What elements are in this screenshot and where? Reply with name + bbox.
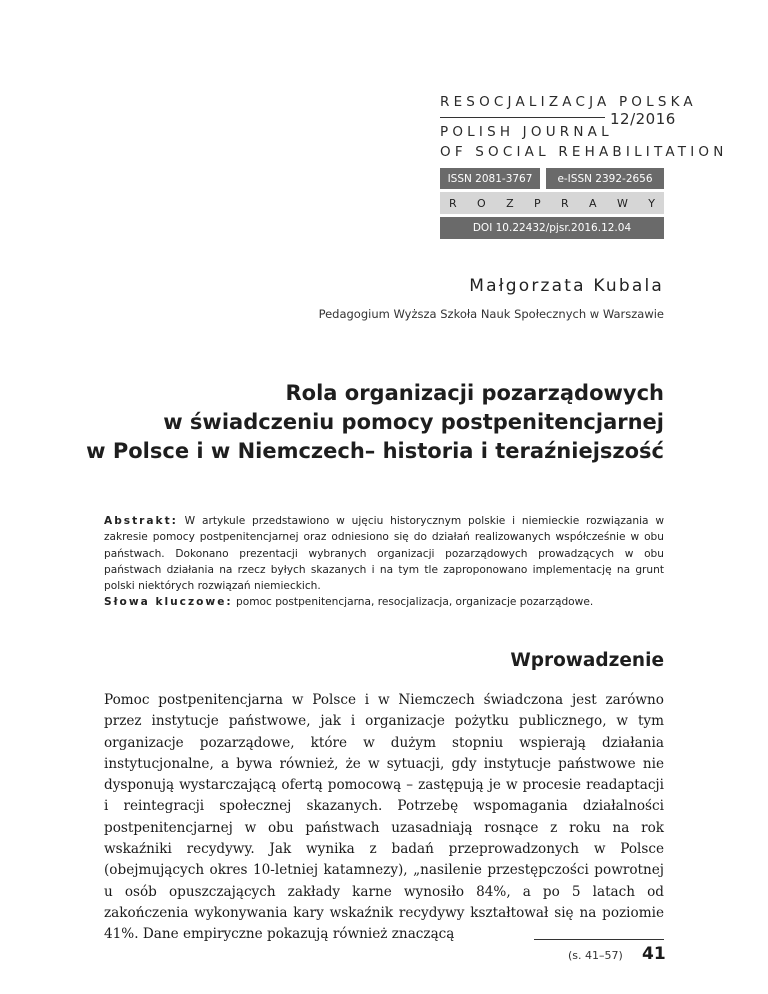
doi-box: DOI 10.22432/pjsr.2016.12.04	[440, 217, 664, 239]
journal-issue: 12/2016	[610, 110, 676, 128]
category-letter: R	[561, 196, 569, 210]
keywords-text: pomoc postpenitencjarna, resocjalizacja, organizacje pozarządowe.	[232, 596, 594, 609]
category-letter: Y	[648, 196, 655, 210]
author-name: Małgorzata Kubala	[469, 276, 664, 296]
journal-name-en-line1: POLISH JOURNAL	[440, 124, 613, 140]
section-heading: Wprowadzenie	[510, 650, 664, 671]
issn-box: ISSN 2081-3767	[440, 168, 540, 189]
journal-name-pl: RESOCJALIZACJA POLSKA	[440, 94, 697, 110]
article-title	[64, 379, 664, 466]
abstract-label: Abstrakt:	[104, 515, 178, 527]
category-letter: O	[477, 196, 486, 210]
category-letter: W	[616, 196, 628, 210]
category-rozprawy	[440, 192, 664, 214]
header-divider	[440, 117, 605, 118]
keywords-label: Słowa kluczowe:	[104, 596, 233, 609]
category-letter: R	[449, 196, 457, 210]
abstract-text: W artykule przedstawiono w ujęciu historycznym polskie i niemieckie rozwiązania w zakresie pomocy postpenitencjarnej oraz odniesiono się do działań realizowanych współcześnie w obu państwach. Dokonano prezentacji wybranych organizacji pozarządowych prowadzących w obu państwach działania na rzecz byłych skazanych i na tym tle zaproponowano implementację na grunt polski niektórych rozwiązań niemieckich.	[104, 515, 664, 593]
title-line-1: Rola organizacji pozarządowych	[285, 381, 664, 405]
title-line-3: w Polsce i w Niemczech– historia i teraźniejszość	[86, 439, 664, 463]
abstract	[104, 513, 664, 611]
eissn-box: e-ISSN 2392-2656	[546, 168, 664, 189]
category-letter: A	[589, 196, 597, 210]
footer-divider	[534, 939, 664, 940]
title-line-2: w świadczeniu pomocy postpenitencjarnej	[163, 410, 664, 434]
category-letter: Z	[506, 196, 514, 210]
author-affiliation: Pedagogium Wyższa Szkoła Nauk Społecznych w Warszawie	[318, 307, 664, 321]
category-letter: P	[534, 196, 541, 210]
page-number: 41	[642, 944, 666, 964]
body-paragraph: Pomoc postpenitencjarna w Polsce i w Niemczech świadczona jest zarówno przez instytucje państwowe, jak i organizacje pożytku publicznego, w tym organizacje pozarządowe, które w dużym stopniu wspierają działania instytucjonalne, a bywa również, że w sytuacji, gdy instytucje państwowe nie dysponują wystarczającą ofertą pomocową – zastępują je w procesie readaptacji i reintegracji społecznej skazanych. Potrzebę wspomagania działalności postpenitencjarnej w obu państwach uzasadniają rosnące z roku na rok wskaźniki recydywy. Jak wynika z badań przeprowadzonych w Polsce (obejmujących okres 10-letniej katamnezy), „nasilenie przestępczości powrotnej u osób opuszczających zakłady karne wynosiło 84%, a po 5 latach od zakończenia wykonywania kary wskaźnik recydywy kształtował się na poziomie 41%. Dane empiryczne pokazują również znaczącą	[104, 692, 664, 943]
journal-name-en-line2: OF SOCIAL REHABILITATION	[440, 144, 728, 160]
page-range: (s. 41–57)	[568, 949, 623, 962]
